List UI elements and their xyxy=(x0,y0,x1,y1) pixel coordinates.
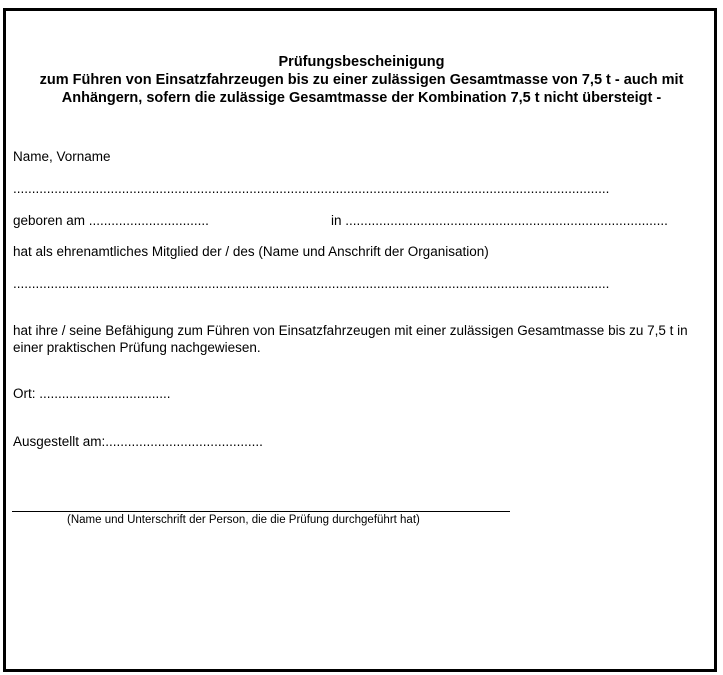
certificate-subtitle-line2: Anhängern, sofern die zulässige Gesamtmasse der Kombination 7,5 t nicht übersteigt - xyxy=(61,90,662,106)
certificate-subtitle-line1: zum Führen von Einsatzfahrzeugen bis zu einer zulässigen Gesamtmasse von 7,5 t - auch mit xyxy=(39,72,684,88)
issued-date-field: Ausgestellt am:.......................................... xyxy=(13,434,263,449)
birth-place-field: in ...................................................................................... xyxy=(331,213,668,228)
birth-date-field: geboren am ................................ xyxy=(13,213,209,228)
organisation-label: hat als ehrenamtliches Mitglied der / des (Name und Anschrift der Organisation) xyxy=(13,244,489,259)
signature-line xyxy=(12,511,510,512)
signature-caption: (Name und Unterschrift der Person, die die Prüfung durchgeführt hat) xyxy=(67,514,420,526)
name-dotted-line: ............................................................................................................................................................... xyxy=(13,181,610,196)
organisation-dotted-line: ............................................................................................................................................................... xyxy=(13,276,610,291)
certificate-title: Prüfungsbescheinigung xyxy=(278,54,445,70)
statement-line1: hat ihre / seine Befähigung zum Führen von Einsatzfahrzeugen mit einer zulässigen Gesamtmasse bis zu 7,5 t in xyxy=(13,323,688,338)
name-label: Name, Vorname xyxy=(13,149,111,164)
statement-line2: einer praktischen Prüfung nachgewiesen. xyxy=(13,340,261,355)
place-field: Ort: ................................... xyxy=(13,386,171,401)
